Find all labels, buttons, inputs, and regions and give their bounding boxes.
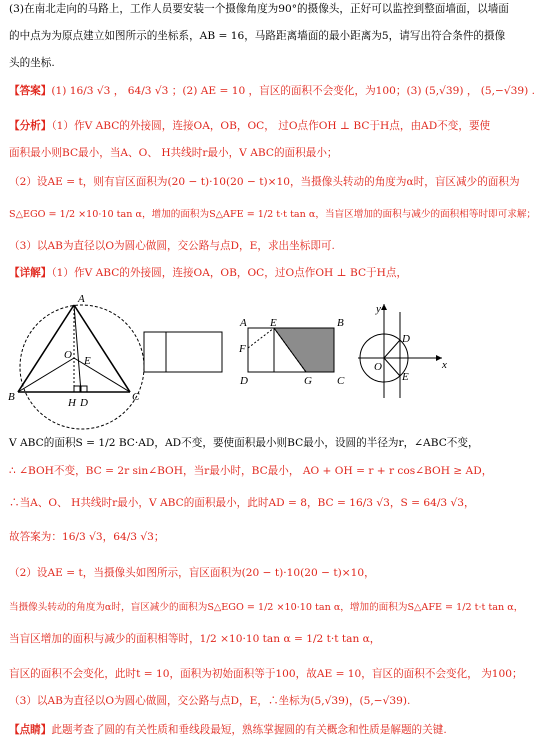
- analysis-tag: 【分析】: [9, 120, 52, 132]
- shaded-rectangle-figure: [238, 318, 348, 390]
- label-g2: G: [304, 375, 312, 387]
- coordinate-circle-figure: [356, 300, 456, 400]
- label-e: E: [84, 355, 91, 367]
- answer-line: [9, 84, 535, 98]
- detail-line-4: ∴当A、O、 H共线时r最小，V ABC的面积最小，此时AD = 8，BC = 16/3 √3，S = 64/3 √3，: [9, 497, 475, 509]
- label-b2: B: [337, 317, 344, 329]
- question-line-2: 的中点为为原点建立如图所示的坐标系，AB = 16，马路距离墙面的最小距离为5，请写出符合条件的摄像: [9, 30, 506, 42]
- detail-line-6: （2）设AE = t，当摄像头如图所示，盲区面积为(20 − t)·10(20 − t)×10，: [9, 567, 375, 579]
- analysis-line-4: S△EGO = 1/2 ×10·10 tan α，增加的面积为S△AFE = 1/2 t·t tan α，当盲区增加的面积与减少的面积相等时即可求解；: [9, 209, 537, 220]
- detail-line-8: 当盲区增加的面积与减少的面积相等时，1/2 ×10·10 tan α = 1/2 t·t tan α，: [9, 633, 381, 645]
- label-d: D: [80, 397, 88, 409]
- label-f2: F: [239, 343, 246, 355]
- detail-line-10: （3）以AB为直径以O为圆心做圆，交公路与点D，E，∴坐标为(5,√39)，(5,−√39).: [9, 695, 411, 707]
- label-h: H: [68, 397, 76, 409]
- analysis-line-2: 面积最小则BC最小，当A、O、 H共线时r最小，V ABC的面积最小；: [9, 147, 338, 159]
- plain-rectangle-figure: [140, 330, 230, 380]
- label-o4: O: [374, 361, 382, 373]
- label-d4: D: [402, 333, 410, 345]
- label-y: y: [376, 303, 381, 315]
- label-a2: A: [240, 317, 247, 329]
- comment-line: [9, 723, 447, 737]
- side-ac: [74, 305, 130, 392]
- label-e2: E: [270, 317, 277, 329]
- circumcircle: [20, 305, 144, 429]
- altitude-ad: [74, 305, 81, 392]
- question-line-3: 头的坐标.: [9, 57, 55, 69]
- label-a: A: [78, 293, 85, 305]
- detail-line-7: 当摄像头转动的角度为α时，盲区减少的面积为S△EGO = 1/2 ×10·10 tan α，增加的面积为S△AFE = 1/2 t·t tan α，: [9, 602, 524, 613]
- label-o: O: [64, 349, 72, 361]
- comment-tag: 【点睛】: [9, 724, 52, 736]
- detail-line-2: V ABC的面积S = 1/2 BC·AD，AD不变，要使面积最小则BC最小，设圆的半径为r，∠ABC不变，: [9, 437, 479, 449]
- detail-line-3: ∴ ∠BOH不变，BC = 2r sin∠BOH，当r最小时，BC最小， AO + OH = r + r cos∠BOH ≥ AD，: [9, 465, 493, 477]
- label-d2: D: [240, 375, 248, 387]
- detail-tag: 【详解】: [9, 267, 52, 279]
- label-e4: E: [402, 371, 409, 383]
- label-c: C: [132, 391, 140, 403]
- detail-line-9: 盲区的面积不会变化，此时t = 10，面积为初始面积等于100，故AE = 10，盲区的面积不会变化， 为100；: [9, 668, 523, 680]
- analysis-line-1: 【分析】（1）作V ABC的外接圆，连接OA，OB，OC， 过O点作OH ⊥ BC于H点，由AD不变，要使: [9, 120, 491, 132]
- detail-line-5: 故答案为：16/3 √3，64/3 √3；: [9, 531, 165, 543]
- analysis-line-3: （2）设AE = t，则有盲区面积为(20 − t)·10(20 − t)×10，当摄像头转动的角度为α时，盲区减少的面积为: [9, 176, 520, 188]
- label-c2: C: [337, 375, 345, 387]
- comment-text: 此题考查了圆的有关性质和垂线段最短，熟练掌握圆的有关概念和性质是解题的关键.: [51, 724, 447, 736]
- answer-tag: 【答案】: [9, 85, 52, 97]
- triangle-circle-figure: [8, 292, 158, 422]
- analysis-line-5: （3）以AB为直径以O为圆心做圆，交公路与点D，E，求出坐标即可.: [9, 240, 335, 252]
- answer-text: (1) 16/3 √3 ， 64/3 √3 ；(2) AE = 10 ，盲区的面积不会变化，为100；(3) (5,√39) ， (5,−√39) .: [51, 85, 536, 97]
- detail-line-1: 【详解】（1）作V ABC的外接圆，连接OA，OB，OC，过O点作OH ⊥ BC于H点，: [9, 267, 408, 279]
- label-b: B: [8, 391, 15, 403]
- label-x: x: [442, 359, 447, 371]
- question-line-1: (3)在南北走向的马路上，工作人员要安装一个摄像角度为90°的摄像头，正好可以监控到整面墙面，以墙面: [9, 3, 509, 15]
